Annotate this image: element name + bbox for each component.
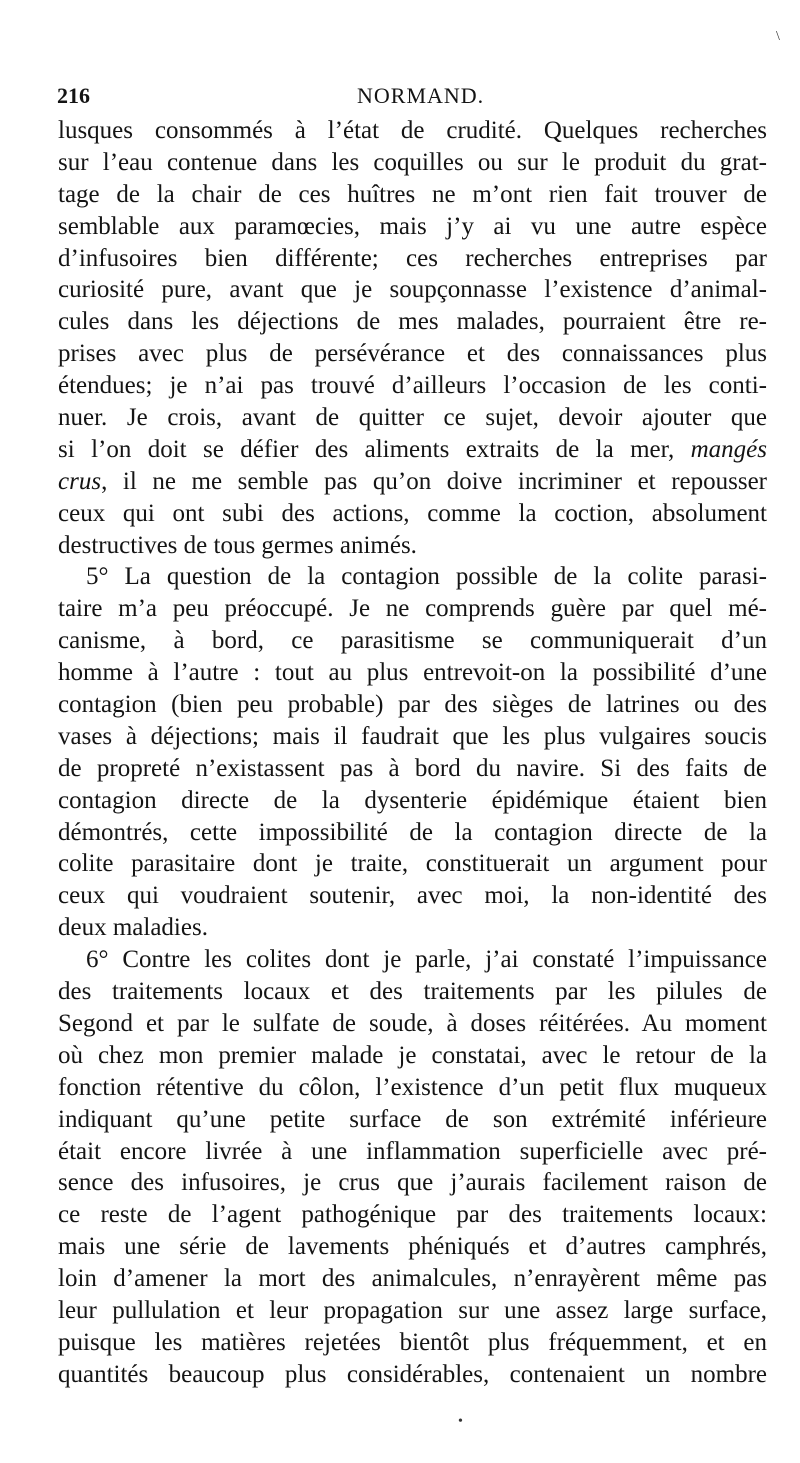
text-line: fonction rétentive du côlon, l’existence d’un petit flux muqueux <box>58 1073 767 1101</box>
text-line: colite parasitaire dont je traite, constituerait un argument pour <box>58 850 767 878</box>
text-line: d’infusoires bien différente; ces recherches entreprises par <box>58 244 767 272</box>
text-line: puisque les matières rejetées bientôt plus fréquemment, et en <box>58 1328 767 1356</box>
text-line: homme à l’autre : tout au plus entrevoit-on la possibilité d’une <box>58 659 767 687</box>
text-line: étendues; je n’ai pas trouvé d’ailleurs l’occasion de les conti- <box>58 372 767 400</box>
text-line: vases à déjections; mais il faudrait que les plus vulgaires soucis <box>58 722 767 750</box>
text-line: lusques consommés à l’état de crudité. Quelques recherches <box>58 117 767 144</box>
text-line: contagion directe de la dysenterie épidémique étaient bien <box>58 786 767 814</box>
text-line: crus, il ne me semble pas qu’on doive incriminer et repousser <box>58 467 767 495</box>
text-line: taire m’a peu préoccupé. Je ne comprends guère par quel mé- <box>58 595 767 623</box>
running-head: NORMAND. <box>357 83 485 108</box>
page-header <box>57 82 757 110</box>
page-speck: \ <box>776 29 780 44</box>
body-text <box>58 115 767 1391</box>
text-line: contagion (bien peu probable) par des sièges de latrines ou des <box>58 691 767 719</box>
text-line: canisme, à bord, ce parasitisme se communiquerait d’un <box>58 627 767 655</box>
text-line: Segond et par le sulfate de soude, à doses réitérées. Au moment <box>58 1009 767 1037</box>
text-line: ceux qui ont subi des actions, comme la coction, absolument <box>58 499 767 527</box>
text-line: mais une série de lavements phéniqués et d’autres camphrés, <box>58 1233 767 1261</box>
text-line: loin d’amener la mort des animalcules, n’enrayèrent même pas <box>58 1265 767 1293</box>
text-line: où chez mon premier malade je constatai, avec le retour de la <box>58 1041 767 1069</box>
text-line: 6° Contre les colites dont je parle, j’ai constaté l’impuissance <box>86 946 767 974</box>
text-line: deux maladies. <box>58 914 208 942</box>
text-line: semblable aux paramœcies, mais j’y ai vu une autre espèce <box>58 212 767 240</box>
text-line: des traitements locaux et des traitements par les pilules de <box>58 978 767 1006</box>
text-line: sur l’eau contenue dans les coquilles ou sur le produit du grat- <box>58 148 767 176</box>
text-line: prises avec plus de persévérance et des connaissances plus <box>58 340 767 368</box>
page-speck: • <box>458 1414 463 1429</box>
text-line: démontrés, cette impossibilité de la contagion directe de la <box>58 818 767 846</box>
text-line: curiosité pure, avant que je soupçonnasse l’existence d’animal- <box>58 276 767 304</box>
text-line: indiquant qu’une petite surface de son extrémité inférieure <box>58 1105 767 1133</box>
text-line: ceux qui voudraient soutenir, avec moi, la non-identité des <box>58 882 767 910</box>
text-line: cules dans les déjections de mes malades, pourraient être re- <box>58 308 767 336</box>
italic-word: mangés <box>690 435 767 463</box>
italic-word: crus <box>58 467 102 495</box>
text-line: 5° La question de la contagion possible de la colite parasi- <box>86 563 767 591</box>
text-line: était encore livrée à une inflammation superficielle avec pré- <box>58 1137 767 1165</box>
text-line: quantités beaucoup plus considérables, contenaient un nombre <box>58 1360 767 1388</box>
text-line: sence des infusoires, je crus que j’aurais facilement raison de <box>58 1169 767 1197</box>
text-line: nuer. Je crois, avant de quitter ce sujet, devoir ajouter que <box>58 404 767 432</box>
page-number: 216 <box>57 83 90 108</box>
text-line: tage de la chair de ces huîtres ne m’ont rien fait trouver de <box>58 180 767 208</box>
text-line: si l’on doit se défier des aliments extraits de la mer, mangés <box>58 435 767 463</box>
text-line: destructives de tous germes animés. <box>58 531 417 559</box>
text-line: ce reste de l’agent pathogénique par des traitements locaux: <box>58 1201 767 1229</box>
text-line: leur pullulation et leur propagation sur une assez large surface, <box>58 1296 767 1324</box>
text-line: de propreté n’existassent pas à bord du navire. Si des faits de <box>58 754 767 782</box>
